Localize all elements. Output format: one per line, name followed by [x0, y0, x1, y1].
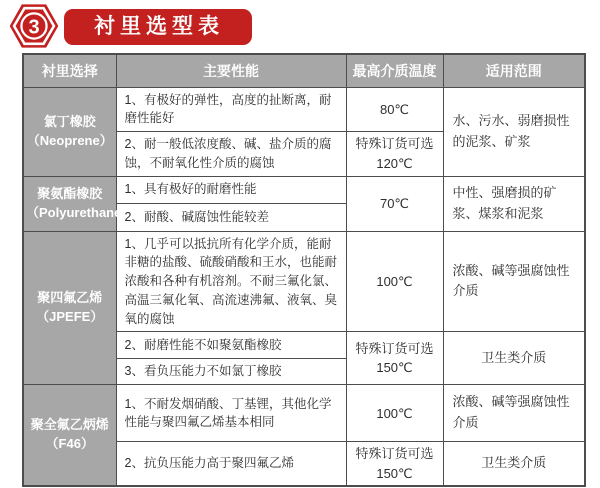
- performance-cell: 1、几乎可以抵抗所有化学介质，能耐非糖的盐酸、硫酸硝酸和王水，也能耐浓酸和各种有机溶剂。不耐三氟化氯、高温三氟化氧、高流速沸氟、液氧、臭氧的腐蚀: [116, 231, 346, 332]
- performance-cell: 2、抗负压能力高于聚四氟乙烯: [116, 442, 346, 487]
- scope-cell: 浓酸、碱等强腐蚀性介质: [443, 231, 585, 332]
- col-header-lining: 衬里选择: [23, 54, 116, 87]
- lining-name: 聚氨酯橡胶: [37, 185, 103, 201]
- col-header-performance: 主要性能: [116, 54, 346, 87]
- scope-cell: 卫生类介质: [443, 442, 585, 487]
- table-row: [23, 176, 585, 203]
- lining-name: 聚全氟乙炳烯: [30, 417, 109, 433]
- lining-code: （Neoprene）: [26, 132, 113, 148]
- col-header-max-temperature: 最高介质温度: [346, 54, 443, 87]
- lining-cell-ptfe: [23, 231, 116, 385]
- page-header: [0, 0, 600, 51]
- lining-cell-neoprene: [23, 87, 116, 176]
- performance-cell: 2、耐一般低浓度酸、碱、盐介质的腐蚀，不耐氧化性介质的腐蚀: [116, 132, 346, 177]
- badge-hexagon-icon: [8, 0, 60, 52]
- performance-cell: 2、耐磨性能不如聚氨酯橡胶: [116, 332, 346, 359]
- temperature-cell: 80℃: [346, 87, 443, 132]
- lining-selection-table: [22, 53, 586, 487]
- performance-cell: 3、看负压能力不如氯丁橡胶: [116, 359, 346, 385]
- lining-code: （JPEFE）: [36, 308, 104, 324]
- scope-cell: 卫生类介质: [443, 332, 585, 385]
- table-row: [23, 87, 585, 132]
- temperature-cell: 70℃: [346, 176, 443, 231]
- page-title: 衬里选型表: [64, 9, 252, 45]
- temperature-cell: 特殊订货可选150℃: [346, 332, 443, 385]
- lining-code: （F46）: [45, 436, 94, 452]
- lining-name: 聚四氟乙烯: [37, 290, 103, 306]
- col-header-scope: 适用范围: [443, 54, 585, 87]
- badge-number: 3: [28, 16, 40, 39]
- temperature-cell: 特殊订货可选150℃: [346, 442, 443, 487]
- performance-cell: 1、有极好的弹性，高度的扯断离，耐磨性能好: [116, 87, 346, 132]
- lining-code: （Polyurethane）: [26, 204, 135, 220]
- table-row: [23, 385, 585, 442]
- scope-cell: 中性、强磨损的矿浆、煤浆和泥浆: [443, 176, 585, 231]
- temperature-cell: 100℃: [346, 231, 443, 332]
- performance-cell: 1、具有极好的耐磨性能: [116, 176, 346, 203]
- temperature-cell: 100℃: [346, 385, 443, 442]
- scope-cell: 浓酸、碱等强腐蚀性介质: [443, 385, 585, 442]
- table-header-row: [23, 54, 585, 87]
- temperature-cell: 特殊订货可选120℃: [346, 132, 443, 177]
- lining-name: 氯丁橡胶: [43, 113, 96, 129]
- lining-cell-polyurethane: [23, 176, 135, 231]
- table-row: [23, 231, 585, 332]
- performance-cell: 1、不耐发烟硝酸、丁基锂，其他化学性能与聚四氟乙烯基本相同: [116, 385, 346, 442]
- lining-cell-f46: [23, 385, 116, 487]
- scope-cell: 水、污水、弱磨损性的泥浆、矿浆: [443, 87, 585, 176]
- performance-cell: 2、耐酸、碱腐蚀性能较差: [116, 203, 346, 231]
